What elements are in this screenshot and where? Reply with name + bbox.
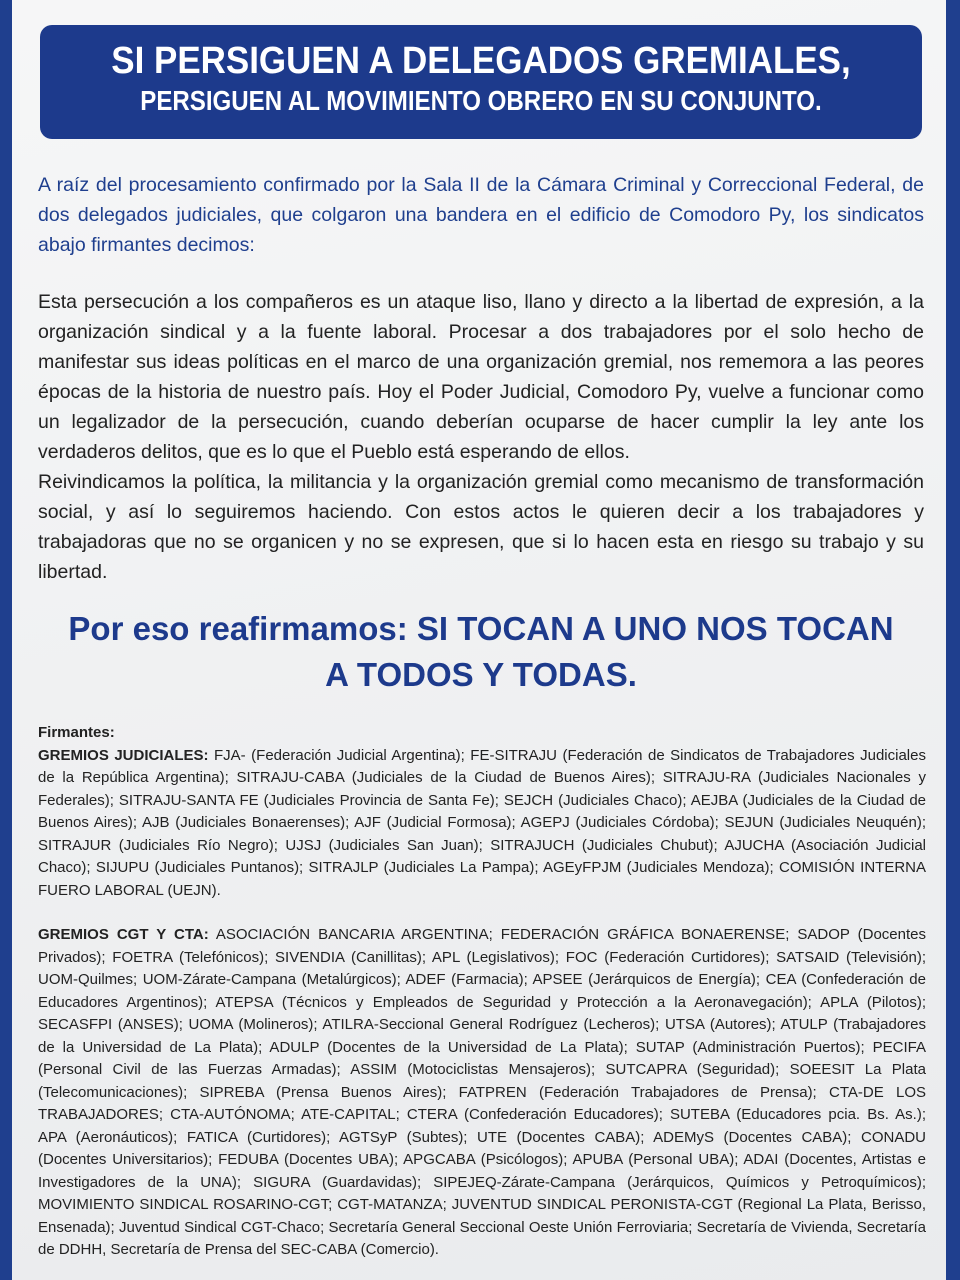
statement-paragraph-2: Reivindicamos la política, la militancia y la organización gremial como mecanismo de transformación social, y así lo seguiremos haciendo. Con estos actos le quieren decir a los trabajadores y trabajadoras que no se organicen y no se expresen, que si lo hacen esta en riesgo su trabajo y su libertad.	[38, 471, 924, 583]
judicial-unions-label: GREMIOS JUDICIALES:	[38, 746, 209, 764]
statement-paragraph-1: Esta persecución a los compañeros es un ataque liso, llano y directo a la libertad de expresión, a la organización sindical y a la fuente laboral. Procesar a dos trabajadores por el solo hecho de manifestar sus ideas políticas en el marco de una organización gremial, nos rememora a las peores épocas de la historia de nuestro país. Hoy el Poder Judicial, Comodoro Py, vuelve a funcionar como un legalizador de la persecución, cuando deberían ocuparse de hacer cumplir la ley ante los verdaderos delitos, que es lo que el Pueblo está esperando de ellos.	[38, 291, 924, 463]
title-banner	[40, 25, 922, 139]
cgt-cta-unions-text: ASOCIACIÓN BANCARIA ARGENTINA; FEDERACIÓN GRÁFICA BONAERENSE; SADOP (Docentes Privados); FOETRA (Telefónicos); SIVENDIA (Canillitas); APL (Legislativos); FOC (Federación Curtidores); SATSAID (Televisión); UOM-Quilmes; UOM-Zárate-Campana (Metalúrgicos); ADEF (Farmacia); APSEE (Jerárquicos de Energía); CEA (Confederación de Educadores Argentinos); ATEPSA (Técnicos y Empleados de Seguridad y Protección a la Aeronavegación); APLA (Pilotos); SECASFPI (ANSES); UOMA (Molineros); ATILRA-Seccional General Rodríguez (Lecheros); UTSA (Autores); ATULP (Trabajadores de la Universidad de La Plata); ADULP (Docentes de la Universidad de La Plata); SUTAP (Administración Puertos); PECIFA (Personal Civil de las Fuerzas Armadas); ASSIM (Motociclistas Mensajeros); SUTCAPRA (Seguridad); SOEESIT La Plata (Telecomunicaciones); SIPREBA (Prensa Buenos Aires); FATPREN (Federación Trabajadores de Prensa); CTA-DE LOS TRABAJADORES; CTA-AUTÓNOMA; ATE-CAPITAL; CTERA (Confederación Educadores); SUTEBA (Educadores pcia. Bs. As.); APA (Aeronáuticos); FATICA (Curtidores); AGTSyP (Subtes); UTE (Docentes CABA); ADEMyS (Docentes CABA); CONADU (Docentes Universitarios); FEDUBA (Docentes UBA); APGCABA (Psicólogos); APUBA (Personal UBA); ADAI (Docentes, Artistas e Investigadores de la UNA); SIGURA (Guardavidas); SIPEJEQ-Zárate-Campana (Jerárquicos, Químicos y Petroquímicos); MOVIMIENTO SINDICAL ROSARINO-CGT; CGT-MATANZA; JUVENTUD SINDICAL PERONISTA-CGT (Regional La Plata, Berisso, Ensenada); Juventud Sindical CGT-Chaco; Secretaría General Seccional Oeste Unión Ferroviaria; Secretaría de Vivienda, Secretaría de DDHH, Secretaría de Prensa del SEC-CABA (Comercio).	[38, 926, 926, 1258]
intro-paragraph: A raíz del procesamiento confirmado por la Sala II de la Cámara Criminal y Correccional Federal, de dos delegados judiciales, que colgaron una bandera en el edificio de Comodoro Py, los sindicatos abajo firmantes decimos:	[38, 174, 924, 256]
judicial-unions-list	[38, 745, 926, 903]
signers-heading: Firmantes:	[38, 724, 115, 741]
statement-body	[38, 287, 924, 587]
slogan	[38, 606, 924, 698]
slogan-line-2: A TODOS Y TODAS.	[325, 656, 637, 693]
section-gap	[38, 902, 926, 924]
slogan-line-1: Por eso reafirmamos: SI TOCAN A UNO NOS TOCAN	[68, 610, 894, 647]
cgt-cta-unions-label: GREMIOS CGT Y CTA:	[38, 926, 209, 943]
signers-section	[38, 722, 926, 1262]
title-line-1: SI PERSIGUEN A DELEGADOS GREMIALES,	[111, 40, 851, 82]
judicial-unions-text: FJA- (Federación Judicial Argentina); FE-SITRAJU (Federación de Sindicatos de Trabajadores Judiciales de la República Argentina); SITRAJU-CABA (Judiciales de la Ciudad de Buenos Aires); SITRAJU-RA (Judiciales Nacionales y Federales); SITRAJU-SANTA FE (Judiciales Provincia de Santa Fe); SEJCH (Judiciales Chaco); AEJBA (Judiciales de la Ciudad de Buenos Aires); AJB (Judiciales Bonaerenses); AJF (Judicial Formosa); AGEPJ (Judiciales Córdoba); SEJUN (Judiciales Neuquén); SITRAJUR (Judiciales Río Negro); UJSJ (Judiciales San Juan); SITRAJUCH (Judiciales Chubut); AJUCHA (Asociación Judicial Chaco); SIJUPU (Judiciales Puntanos); SITRAJLP (Judiciales La Pampa); AGEyFPJM (Judiciales Mendoza); COMISIÓN INTERNA FUERO LABORAL (UEJN).	[38, 746, 926, 899]
cgt-cta-unions-list	[38, 924, 926, 1262]
title-line-2: PERSIGUEN AL MOVIMIENTO OBRERO EN SU CONJUNTO.	[140, 85, 822, 116]
